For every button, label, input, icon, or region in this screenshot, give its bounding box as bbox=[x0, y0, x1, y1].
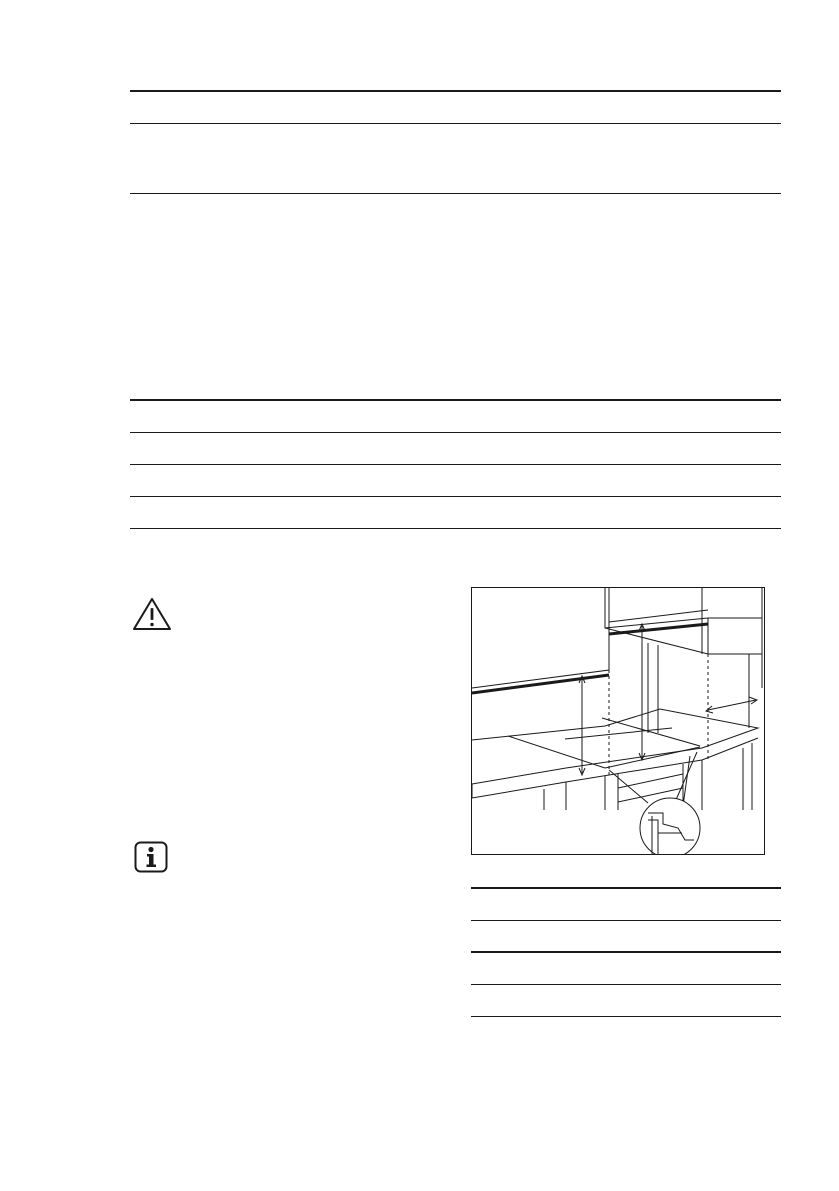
warning-triangle-icon bbox=[131, 596, 173, 632]
info-icon bbox=[134, 841, 168, 873]
table-row bbox=[471, 985, 781, 1017]
table-row bbox=[130, 401, 781, 433]
table-bottom bbox=[471, 887, 781, 1017]
table-row bbox=[130, 92, 781, 124]
table-row bbox=[130, 124, 781, 194]
installation-diagram bbox=[471, 587, 765, 855]
table-row bbox=[130, 497, 781, 529]
table-row bbox=[471, 921, 781, 953]
table-row bbox=[130, 433, 781, 465]
table-row bbox=[471, 953, 781, 985]
table-top bbox=[130, 90, 781, 194]
table-row bbox=[130, 465, 781, 497]
table-middle bbox=[130, 399, 781, 529]
table-row bbox=[471, 889, 781, 921]
